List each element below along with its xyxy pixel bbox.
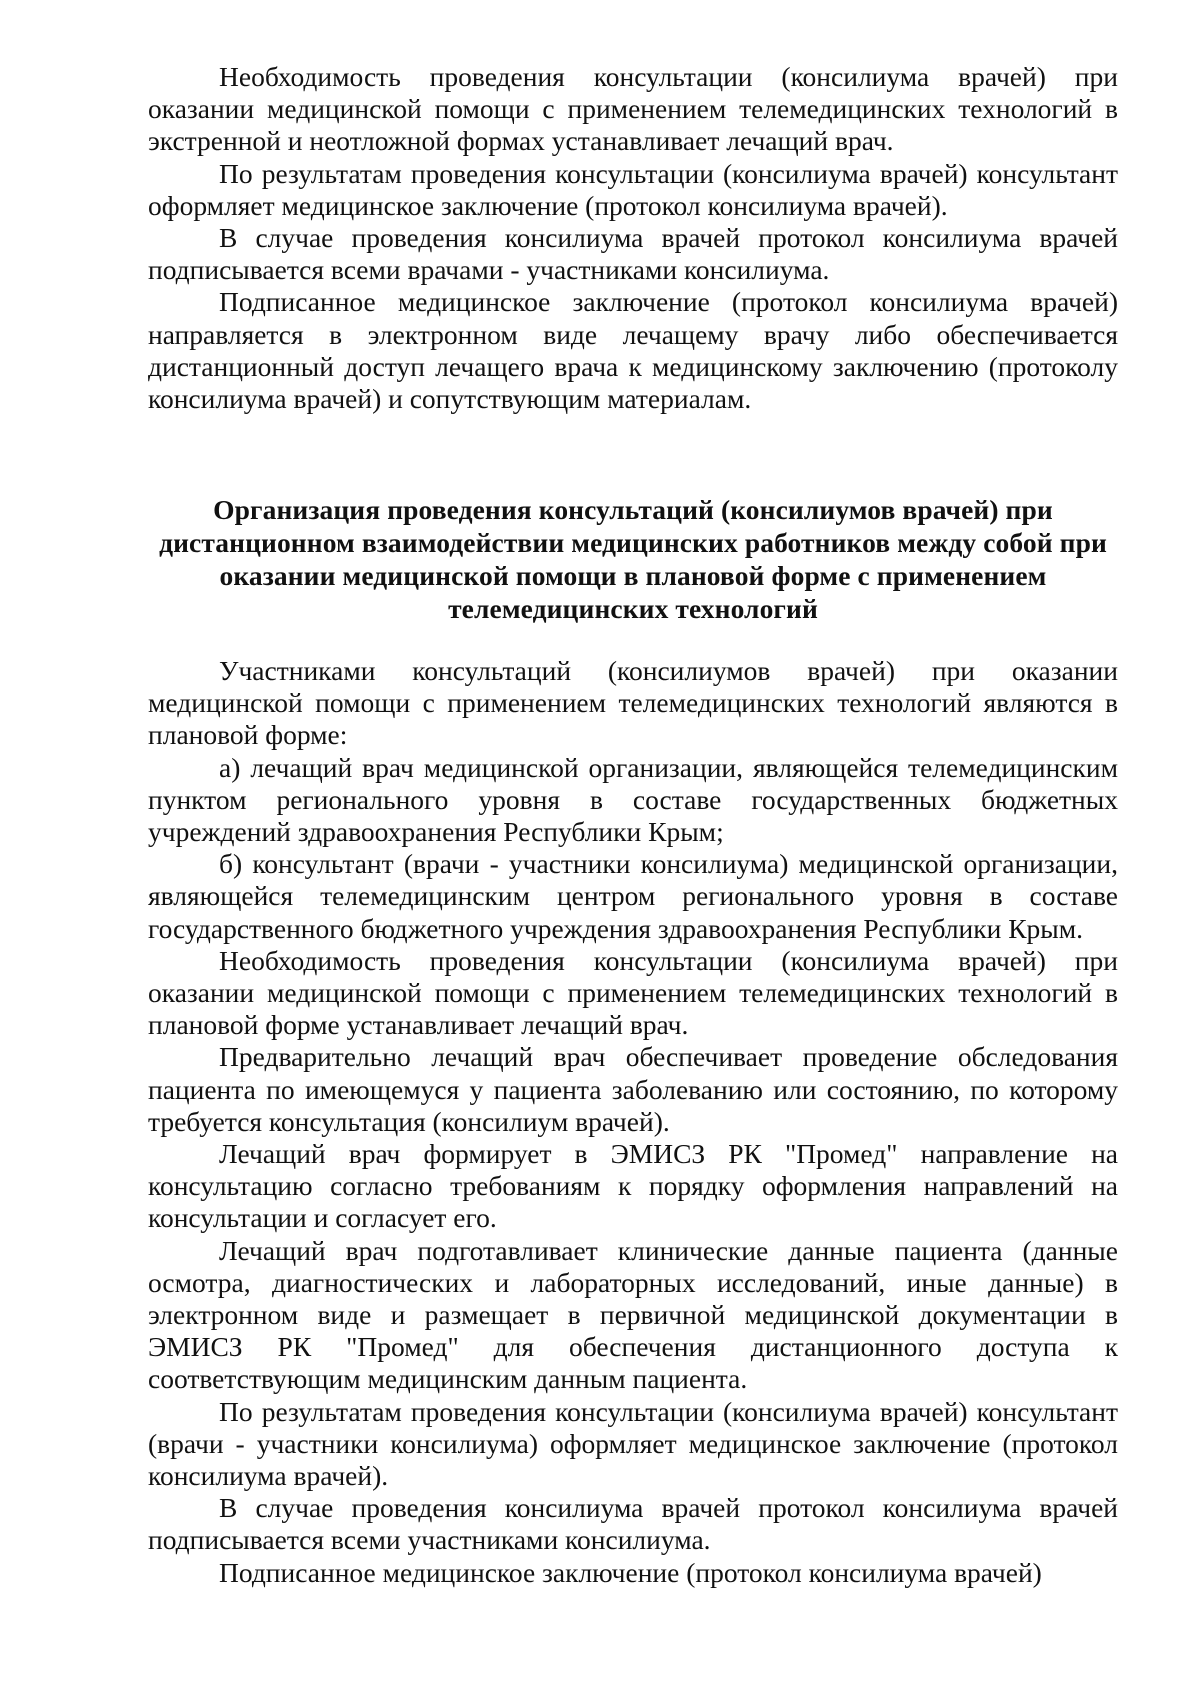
intro-section: [148, 61, 1118, 415]
paragraph: Необходимость проведения консультации (консилиума врачей) при оказании медицинской помощи с применением телемедицинских технологий в плановой форме устанавливает лечащий врач.: [148, 944, 1118, 1041]
paragraph: Предварительно лечащий врач обеспечивает проведение обследования пациента по имеющемуся у пациента заболеванию или состоянию, по которому требуется консультация (консилиум врачей).: [148, 1041, 1118, 1137]
paragraph: По результатам проведения консультации (консилиума врачей) консультант (врачи - участники консилиума) оформляет медицинское заключение (протокол консилиума врачей).: [148, 1395, 1118, 1492]
list-item-b: б) консультант (врачи - участники консилиума) медицинской организации, являющейся телемедицинским центром регионального уровня в составе государственного бюджетного учреждения здравоохранения Республики Крым.: [148, 848, 1118, 944]
section-heading-block: [140, 493, 1126, 625]
paragraph: По результатам проведения консультации (консилиума врачей) консультант оформляет медицинское заключение (протокол консилиума врачей).: [148, 157, 1118, 221]
paragraph: В случае проведения консилиума врачей протокол консилиума врачей подписывается всеми врачами - участниками консилиума.: [148, 222, 1118, 286]
section-body: [148, 655, 1118, 1589]
paragraph: Подписанное медицинское заключение (протокол консилиума врачей): [219, 1556, 1042, 1588]
paragraph: Необходимость проведения консультации (консилиума врачей) при оказании медицинской помощи с применением телемедицинских технологий в экстренной и неотложной формах устанавливает лечащий врач.: [148, 61, 1118, 157]
paragraph: Участниками консультаций (консилиумов врачей) при оказании медицинской помощи с применением телемедицинских технологий являются в плановой форме:: [148, 655, 1118, 751]
paragraph: Подписанное медицинское заключение (протокол консилиума врачей) направляется в электронном виде лечащему врачу либо обеспечивается дистанционный доступ лечащего врача к медицинскому заключению (протоколу консилиума врачей) и сопутствующим материалам.: [148, 286, 1118, 415]
paragraph: Лечащий врач формирует в ЭМИСЗ РК "Промед" направление на консультацию согласно требованиям к порядку оформления направлений на консультации и согласует его.: [148, 1138, 1118, 1234]
paragraph: В случае проведения консилиума врачей протокол консилиума врачей подписывается всеми участниками консилиума.: [148, 1492, 1118, 1556]
section-heading: Организация проведения консультаций (консилиумов врачей) при дистанционном взаимодействии медицинских работников между собой при оказании медицинской помощи в плановой форме с применением телемедицинских технологий: [159, 494, 1107, 624]
paragraph: Лечащий врач подготавливает клинические данные пациента (данные осмотра, диагностических и лабораторных исследований, иные данные) в электронном виде и размещает в первичной медицинской документации в ЭМИСЗ РК "Промед" для обеспечения дистанционного доступа к соответствующим медицинским данным пациента.: [148, 1234, 1118, 1395]
list-item-a: а) лечащий врач медицинской организации, являющейся телемедицинским пунктом регионального уровня в составе государственных бюджетных учреждений здравоохранения Республики Крым;: [148, 751, 1118, 848]
